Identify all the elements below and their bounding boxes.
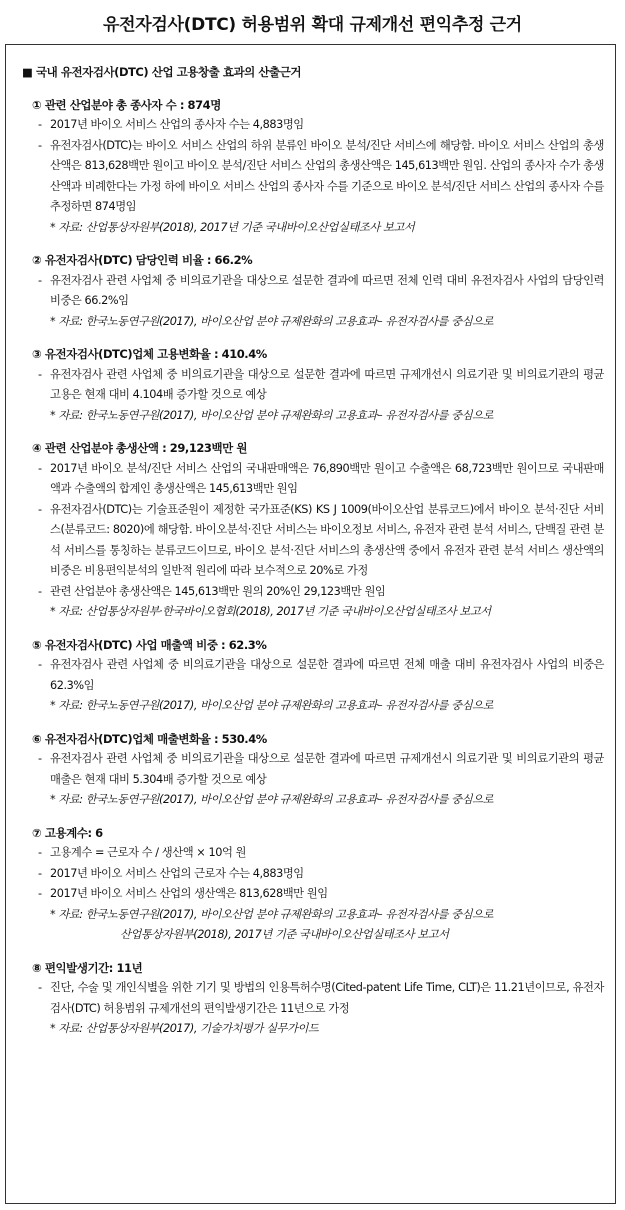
bullet-item bbox=[38, 271, 604, 312]
section-title: ⑦ 고용계수: 6 bbox=[32, 825, 103, 840]
section-4 bbox=[22, 438, 604, 623]
section-1 bbox=[22, 95, 604, 239]
bullet-text: 유전자검사 관련 사업체 중 비의료기관을 대상으로 설문한 결과에 따르면 규제개선시 의료기관 및 비의료기관의 평균 고용은 현재 대비 4.104배 증가할 것으로 예상 bbox=[50, 367, 604, 401]
bullet-text: 2017년 바이오 서비스 산업의 종사자 수는 4,883명임 bbox=[50, 118, 304, 131]
bullet-text: 유전자검사 관련 사업체 중 비의료기관을 대상으로 설문한 결과에 따르면 규제개선시 의료기관 및 비의료기관의 평균 매출은 현재 대비 5.304배 증가할 것으로 예상 bbox=[50, 752, 604, 786]
bullet-dash: - bbox=[38, 981, 42, 994]
bullet-dash: - bbox=[38, 138, 42, 152]
bullet-text: 진단, 수술 및 개인식별을 위한 기기 및 방법의 인용특허수명(Cited-patent Life Time, CLT)은 11.21년이므로, 유전자검사(DTC) 허용범위 규제개선의 편익발생기간은 11년으로 가정 bbox=[50, 981, 604, 1015]
bullet-dash: - bbox=[38, 846, 42, 859]
source-note: * 자료: 한국노동연구원(2017), 바이오산업 분야 규제완화의 고용효과– 유전자검사를 중심으로 bbox=[50, 907, 494, 921]
source-note: * 자료: 한국노동연구원(2017), 바이오산업 분야 규제완화의 고용효과– 유전자검사를 중심으로 bbox=[50, 699, 494, 712]
section-heading: ■ 국내 유전자검사(DTC) 산업 고용창출 효과의 산출근거 bbox=[22, 65, 302, 79]
section-title: ⑧ 편익발생기간: 11년 bbox=[32, 960, 143, 975]
source-note: * 자료: 한국노동연구원(2017), 바이오산업 분야 규제완화의 고용효과– 유전자검사를 중심으로 bbox=[50, 314, 494, 328]
document-body bbox=[22, 62, 604, 1040]
source-note: * 자료: 산업통상자원부(2018), 2017년 기준 국내바이오산업실태조사 보고서 bbox=[50, 220, 415, 234]
bullet-dash: - bbox=[38, 502, 42, 516]
section-title: ⑤ 유전자검사(DTC) 사업 매출액 비중 : 62.3% bbox=[32, 637, 267, 652]
bullet-text: 유전자검사(DTC)는 기술표준원이 제정한 국가표준(KS) KS J 1009(바이오산업 분류코드)에서 바이오 분석·진단 서비스(분류코드: 8020)에 해당함. 바이오분석·진단 서비스는 바이오정보 서비스, 유전자 관련 분석 서비스, 단백질 관련 분석 서비스를 통칭하는 분류코드이므로, 바이오 분석·진단 서비스의 총생산액 중에서 유전자 관련 분석 서비스 생산액의 비중은 비용편익분석의 일반적 원리에 따라 보수적으로 20%로 가정 bbox=[50, 502, 604, 577]
document-title: 유전자검사(DTC) 허용범위 확대 규제개선 편익추정 근거 bbox=[103, 15, 522, 35]
bullet-item bbox=[38, 884, 604, 905]
bullet-item bbox=[38, 655, 604, 696]
source-note: * 자료: 산업통상자원부(2017), 기술가치평가 실무가이드 bbox=[50, 1022, 319, 1035]
bullet-dash: - bbox=[38, 367, 42, 381]
bullet-text: 유전자검사 관련 사업체 중 비의료기관을 대상으로 설문한 결과에 따르면 전체 매출 대비 유전자검사 사업의 비중은 62.3%임 bbox=[50, 658, 604, 692]
bullet-text: 고용계수 = 근로자 수 / 생산액 × 10억 원 bbox=[50, 846, 247, 859]
bullet-dash: - bbox=[38, 273, 42, 287]
bullet-text: 유전자검사 관련 사업체 중 비의료기관을 대상으로 설문한 결과에 따르면 전체 인력 대비 유전자검사 사업의 담당인력 비중은 66.2%임 bbox=[50, 273, 604, 307]
section-3 bbox=[22, 344, 604, 426]
bullet-dash: - bbox=[38, 658, 42, 671]
section-8 bbox=[22, 958, 604, 1040]
section-2 bbox=[22, 250, 604, 332]
bullet-item bbox=[38, 978, 604, 1019]
bullet-text: 2017년 바이오 서비스 산업의 근로자 수는 4,883명임 bbox=[50, 866, 304, 880]
section-title: ③ 유전자검사(DTC)업체 고용변화율 : 410.4% bbox=[32, 347, 267, 361]
section-title: ② 유전자검사(DTC) 담당인력 비율 : 66.2% bbox=[32, 253, 253, 267]
source-note: * 자료: 한국노동연구원(2017), 바이오산업 분야 규제완화의 고용효과– 유전자검사를 중심으로 bbox=[50, 408, 494, 422]
bullet-item bbox=[38, 115, 604, 136]
bullet-text: 관련 산업분야 총생산액은 145,613백만 원의 20%인 29,123백만 원임 bbox=[50, 584, 386, 598]
section-title: ⑥ 유전자검사(DTC)업체 매출변화율 : 530.4% bbox=[32, 731, 267, 746]
bullet-dash: - bbox=[38, 752, 42, 765]
bullet-dash: - bbox=[38, 866, 42, 880]
section-6 bbox=[22, 729, 604, 811]
bullet-dash: - bbox=[38, 461, 42, 475]
bullet-text: 2017년 바이오 분석/진단 서비스 산업의 국내판매액은 76,890백만 원이고 수출액은 68,723백만 원이므로 국내판매액과 수출액의 합계인 총생산액은 145,613백만 원임 bbox=[50, 461, 604, 495]
bullet-text: 유전자검사(DTC)는 바이오 서비스 산업의 하위 분류인 바이오 분석/진단 서비스에 해당함. 바이오 서비스 산업의 총생산액은 813,628백만 원이고 바이오 분석/진단 서비스 산업의 총생산액은 145,613백만 원임. 산업의 종사자 수가 총생산액과 비례한다는 가정 하에 바이오 서비스 산업의 종사자 수를 기준으로 바이오 분석/진단 서비스 산업의 종사자 수를 추정하면 874명임 bbox=[50, 138, 604, 213]
bullet-dash: - bbox=[38, 118, 42, 131]
bullet-item bbox=[38, 365, 604, 406]
bullet-dash: - bbox=[38, 584, 42, 598]
source-note: * 자료: 산업통상자원부·한국바이오협회(2018), 2017년 기준 국내바이오산업실태조사 보고서 bbox=[50, 605, 491, 618]
section-title: ④ 관련 산업분야 총생산액 : 29,123백만 원 bbox=[32, 441, 248, 455]
bullet-item bbox=[38, 459, 604, 500]
bullet-dash: - bbox=[38, 887, 42, 900]
section-list bbox=[22, 95, 604, 1040]
bullet-item bbox=[38, 582, 604, 603]
section-7 bbox=[22, 823, 604, 946]
bullet-item bbox=[38, 749, 604, 790]
bullet-item bbox=[38, 864, 604, 885]
section-5 bbox=[22, 635, 604, 717]
source-note: * 자료: 한국노동연구원(2017), 바이오산업 분야 규제완화의 고용효과– 유전자검사를 중심으로 bbox=[50, 793, 494, 806]
bullet-item bbox=[38, 500, 604, 582]
section-title: ① 관련 산업분야 총 종사자 수 : 874명 bbox=[32, 97, 221, 112]
bullet-item bbox=[38, 843, 604, 864]
bullet-text: 2017년 바이오 서비스 산업의 생산액은 813,628백만 원임 bbox=[50, 887, 328, 900]
source-note: 산업통상자원부(2018), 2017년 기준 국내바이오산업실태조사 보고서 bbox=[120, 928, 449, 941]
bullet-item bbox=[38, 136, 604, 218]
